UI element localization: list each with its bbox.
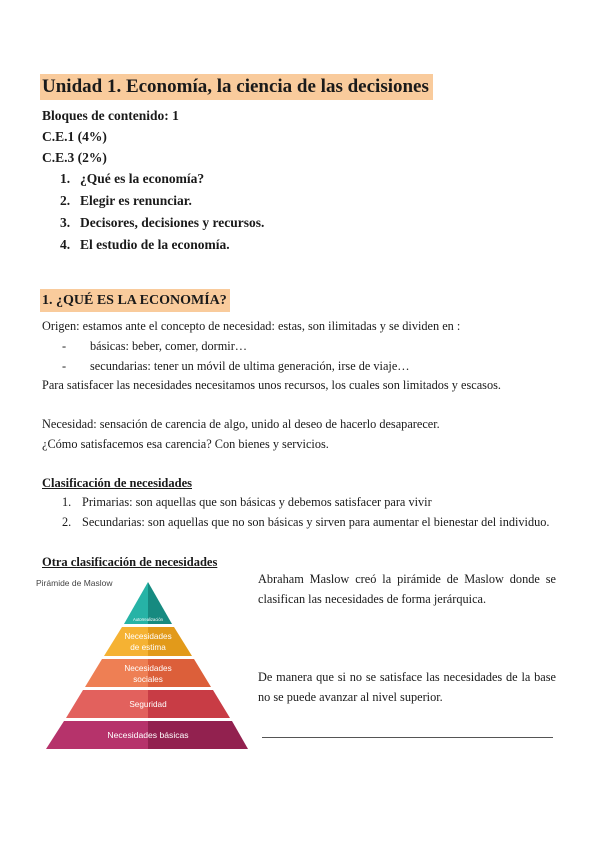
index-item: 1. ¿Qué es la economía? (60, 171, 205, 186)
list-item: - secundarias: tener un móvil de ultima generación, irse de viaje… (62, 359, 410, 373)
list-item: 1. Primarias: son aquellas que son básicas y debemos satisfacer para vivir (62, 495, 432, 509)
need-definition: Necesidad: sensación de carencia de algo, unido al deseo de hacerlo desaparecer. (42, 417, 440, 431)
pyramid-title: Pirámide de Maslow (36, 578, 113, 588)
resources-paragraph: Para satisfacer las necesidades necesitamos unos recursos, los cuales son limitados y escasos. (42, 378, 501, 392)
unit-title: Unidad 1. Economía, la ciencia de las decisiones (40, 74, 433, 100)
pyramid-label-2b: de estima (130, 643, 166, 652)
pyramid-label-3a: Necesidades (124, 664, 172, 673)
section-heading: 1. ¿QUÉ ES LA ECONOMÍA? (40, 289, 230, 312)
criterion-ce3: C.E.3 (2%) (42, 150, 107, 165)
pyramid-label-4: Seguridad (129, 700, 167, 709)
satisfy-question: ¿Cómo satisfacemos esa carencia? Con bienes y servicios. (42, 437, 329, 451)
pyramid-label-1: Autorrealización (132, 617, 164, 622)
index-item: 3. Decisores, decisiones y recursos. (60, 215, 265, 230)
maslow-description: Abraham Maslow creó la pirámide de Maslow donde se clasifican las necesidades de forma jerárquica. (258, 572, 556, 606)
index-item: 4. El estudio de la economía. (60, 237, 230, 252)
maslow-pyramid (30, 576, 260, 756)
divider-line (262, 737, 553, 738)
origen-paragraph: Origen: estamos ante el concepto de necesidad: estas, son ilimitadas y se dividen en : (42, 319, 461, 333)
unit-index (60, 168, 264, 256)
criterion-ce1: C.E.1 (4%) (42, 129, 107, 144)
pyramid-label-3b: sociales (133, 675, 163, 684)
pyramid-label-2a: Necesidades (124, 632, 172, 641)
list-item: - básicas: beber, comer, dormir… (62, 339, 248, 353)
list-item: 2. Secundarias: son aquellas que no son básicas y sirven para aumentar el bienestar del individuo. (62, 515, 550, 529)
pyramid-label-5: Necesidades básicas (107, 730, 189, 740)
content-blocks: Bloques de contenido: 1 (42, 108, 179, 123)
pyramid-graphic (30, 576, 260, 756)
classification-heading: Clasificación de necesidades (42, 476, 192, 490)
index-item: 2. Elegir es renunciar. (60, 193, 192, 208)
other-classification-heading: Otra clasificación de necesidades (42, 555, 218, 569)
maslow-hierarchy-note: De manera que si no se satisface las necesidades de la base no se puede avanzar al nivel superior. (258, 670, 556, 704)
